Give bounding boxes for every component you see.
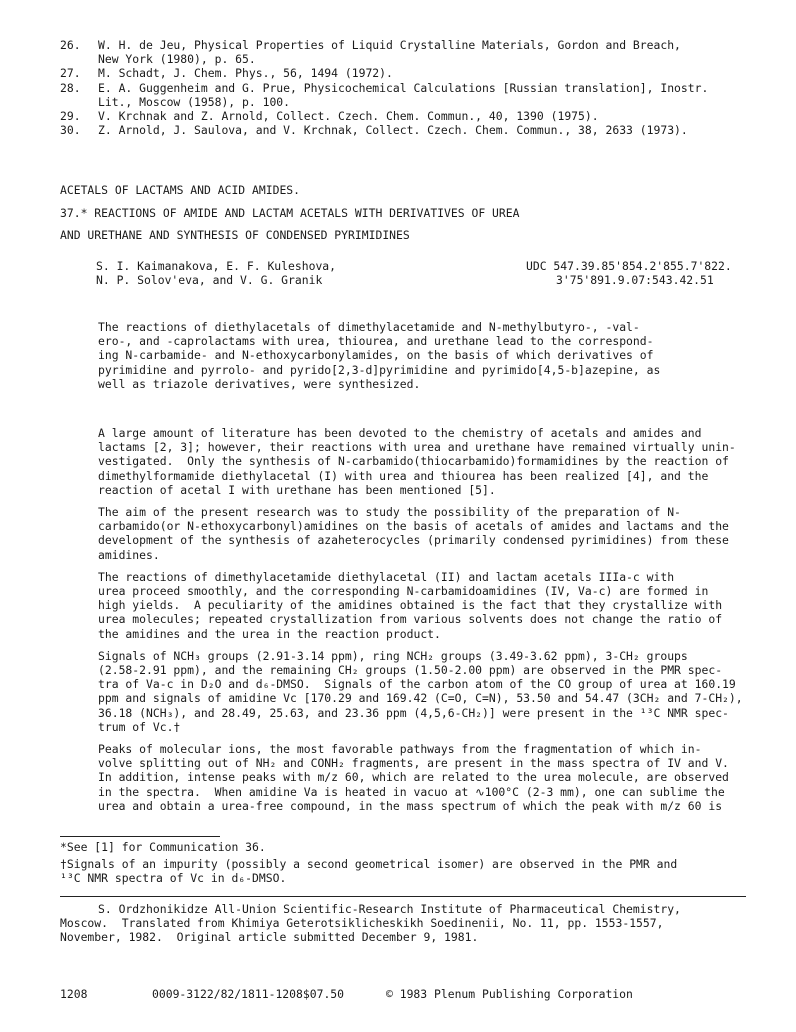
body-line: high yields. A peculiarity of the amidines obtained is the fact that they crystallize with xyxy=(98,598,723,613)
article-code: 0009-3122/82/1811-1208$07.50 xyxy=(152,987,345,1001)
title-line-3: AND URETHANE AND SYNTHESIS OF CONDENSED PYRIMIDINES xyxy=(60,228,410,243)
reference-item xyxy=(60,109,760,123)
body-line: dimethylformamide diethylacetal (I) with urea and thiourea has been realized [4], and the xyxy=(98,468,709,483)
body-line: 36.18 (NCH₃), and 28.49, 25.63, and 23.36 ppm (4,5,6-CH₂)] were present in the ¹³C NMR spec- xyxy=(98,705,729,720)
affiliation-note xyxy=(60,902,760,945)
abstract-line: The reactions of diethylacetals of dimethylacetamide and N-methylbutyro-, -val- xyxy=(98,320,640,334)
reference-number: 27. xyxy=(60,66,81,81)
reference-number: 29. xyxy=(60,109,81,124)
article-title xyxy=(60,183,760,251)
title-line-2: 37.* REACTIONS OF AMIDE AND LACTAM ACETALS WITH DERIVATIVES OF UREA xyxy=(60,205,520,220)
affiliation-divider xyxy=(60,896,746,897)
reference-text: M. Schadt, J. Chem. Phys., 56, 1494 (1972). xyxy=(98,66,393,81)
body-line: A large amount of literature has been devoted to the chemistry of acetals and amides and xyxy=(98,426,702,440)
title-line-1: ACETALS OF LACTAMS AND ACID AMIDES. xyxy=(60,183,301,197)
body-line: (2.58-2.91 ppm), and the remaining CH₂ groups (1.50-2.00 ppm) are observed in the PMR spec- xyxy=(98,663,723,678)
body-line: amidines. xyxy=(98,547,160,562)
abstract-line: ing N-carbamide- and N-ethoxycarbonylamides, on the basis of which derivatives of xyxy=(98,348,654,363)
body-line: lactams [2, 3]; however, their reactions with urea and urethane have remained virtually unin- xyxy=(98,440,736,455)
body-line: tra of Va-c in D₂O and d₆-DMSO. Signals of the carbon atom of the CO group of urea at 160.19 xyxy=(98,677,736,692)
body-line: reaction of acetal I with urethane has been mentioned [5]. xyxy=(98,482,496,497)
body-paragraph xyxy=(60,570,760,641)
body-line: urea molecules; repeated crystallization from various solvents does not change the ratio of xyxy=(98,612,723,627)
body-line: ppm and signals of amidine Vc [170.29 and 169.42 (C=O, C=N), 53.50 and 54.47 (3CH₂ and 7-CH₂), xyxy=(98,691,743,706)
reference-number: 28. xyxy=(60,80,81,95)
footnote-dagger xyxy=(60,857,760,885)
reference-item xyxy=(60,123,760,137)
reference-item xyxy=(60,38,760,66)
affiliation-line: November, 1982. Original article submitted December 9, 1981. xyxy=(60,930,479,945)
authors-line-2: N. P. Solov'eva, and V. G. Granik xyxy=(96,273,323,288)
body-line: volve splitting out of NH₂ and CONH₂ fragments, are present in the mass spectra of IV and V. xyxy=(98,756,729,771)
reference-number: 30. xyxy=(60,123,81,138)
body-paragraph xyxy=(60,426,760,497)
author-list xyxy=(96,259,396,287)
reference-item xyxy=(60,66,760,80)
body-line: The aim of the present research was to study the possibility of the preparation of N- xyxy=(98,505,681,520)
body-paragraph xyxy=(60,649,760,734)
body-line: Peaks of molecular ions, the most favorable pathways from the fragmentation of which in- xyxy=(98,742,702,757)
body-paragraph xyxy=(60,505,760,562)
reference-number: 26. xyxy=(60,38,81,52)
body-line: in the spectra. When amidine Va is heated in vacuo at ∿100°C (2-3 mm), one can sublime the xyxy=(98,784,725,799)
udc-line-1: UDC 547.39.85'854.2'855.7'822. xyxy=(526,259,732,273)
footnote-star: *See [1] for Communication 36. xyxy=(60,840,266,854)
reference-item xyxy=(60,81,760,109)
affiliation-paragraph xyxy=(60,902,760,916)
body-line: development of the synthesis of azaheterocycles (primarily condensed pyrimidines) from these xyxy=(98,533,729,548)
authors-line-1: S. I. Kaimanakova, E. F. Kuleshova, xyxy=(96,259,337,273)
udc-classification xyxy=(526,259,766,287)
udc-line-2: 3'75'891.9.07:543.42.51 xyxy=(556,273,714,288)
affiliation-line: S. Ordzhonikidze All-Union Scientific-Research Institute of Pharmaceutical Chemistry, xyxy=(98,902,681,916)
reference-text: New York (1980), p. 65. xyxy=(98,52,256,67)
body-line: urea and obtain a urea-free compound, in the mass spectrum of which the peak with m/z 60 is xyxy=(98,798,723,813)
body-line: trum of Vc.† xyxy=(98,719,181,734)
reference-list xyxy=(60,38,760,137)
footnote-line: †Signals of an impurity (possibly a second geometrical isomer) are observed in the PMR and xyxy=(60,857,678,872)
affiliation-line: Moscow. Translated from Khimiya Geterotsiklicheskikh Soedinenii, No. 11, pp. 1553-1557, xyxy=(60,916,664,931)
body-line: vestigated. Only the synthesis of N-carbamido(thiocarbamido)formamidines by the reaction of xyxy=(98,454,729,469)
page-footer xyxy=(60,987,760,1003)
body-line: urea proceed smoothly, and the corresponding N-carbamidoamidines (IV, Va-c) are formed in xyxy=(98,584,709,599)
abstract-line: well as triazole derivatives, were synthesized. xyxy=(98,376,421,391)
body-line: The reactions of dimethylacetamide diethylacetal (II) and lactam acetals IIIa-c with xyxy=(98,569,675,584)
footnote-divider xyxy=(60,836,220,837)
body-line: Signals of NCH₃ groups (2.91-3.14 ppm), ring NCH₂ groups (3.49-3.62 ppm), 3-CH₂ groups xyxy=(98,648,688,663)
article-body xyxy=(60,426,760,821)
abstract xyxy=(98,320,758,391)
body-line: In addition, intense peaks with m/z 60, which are related to the urea molecule, are observed xyxy=(98,770,729,785)
copyright-notice: © 1983 Plenum Publishing Corporation xyxy=(386,987,633,1001)
reference-text: W. H. de Jeu, Physical Properties of Liquid Crystalline Materials, Gordon and Breach, xyxy=(98,38,681,52)
page-number: 1208 xyxy=(60,987,88,1001)
reference-text: Lit., Moscow (1958), p. 100. xyxy=(98,94,291,109)
abstract-line: pyrimidine and pyrrolo- and pyrido[2,3-d]pyrimidine and pyrimido[4,5-b]azepine, as xyxy=(98,362,661,377)
reference-text: V. Krchnak and Z. Arnold, Collect. Czech. Chem. Commun., 40, 1390 (1975). xyxy=(98,109,599,124)
reference-text: Z. Arnold, J. Saulova, and V. Krchnak, Collect. Czech. Chem. Commun., 38, 2633 (1973). xyxy=(98,123,688,138)
body-line: the amidines and the urea in the reaction product. xyxy=(98,626,441,641)
body-paragraph xyxy=(60,742,760,813)
abstract-line: ero-, and -caprolactams with urea, thiourea, and urethane lead to the correspond- xyxy=(98,334,654,349)
reference-text: E. A. Guggenheim and G. Prue, Physicochemical Calculations [Russian translation], Inostr. xyxy=(98,80,709,95)
footnotes xyxy=(60,840,760,889)
body-line: carbamido(or N-ethoxycarbonyl)amidines on the basis of acetals of amides and lactams and the xyxy=(98,519,729,534)
footnote-line: ¹³C NMR spectra of Vc in d₆-DMSO. xyxy=(60,871,287,886)
